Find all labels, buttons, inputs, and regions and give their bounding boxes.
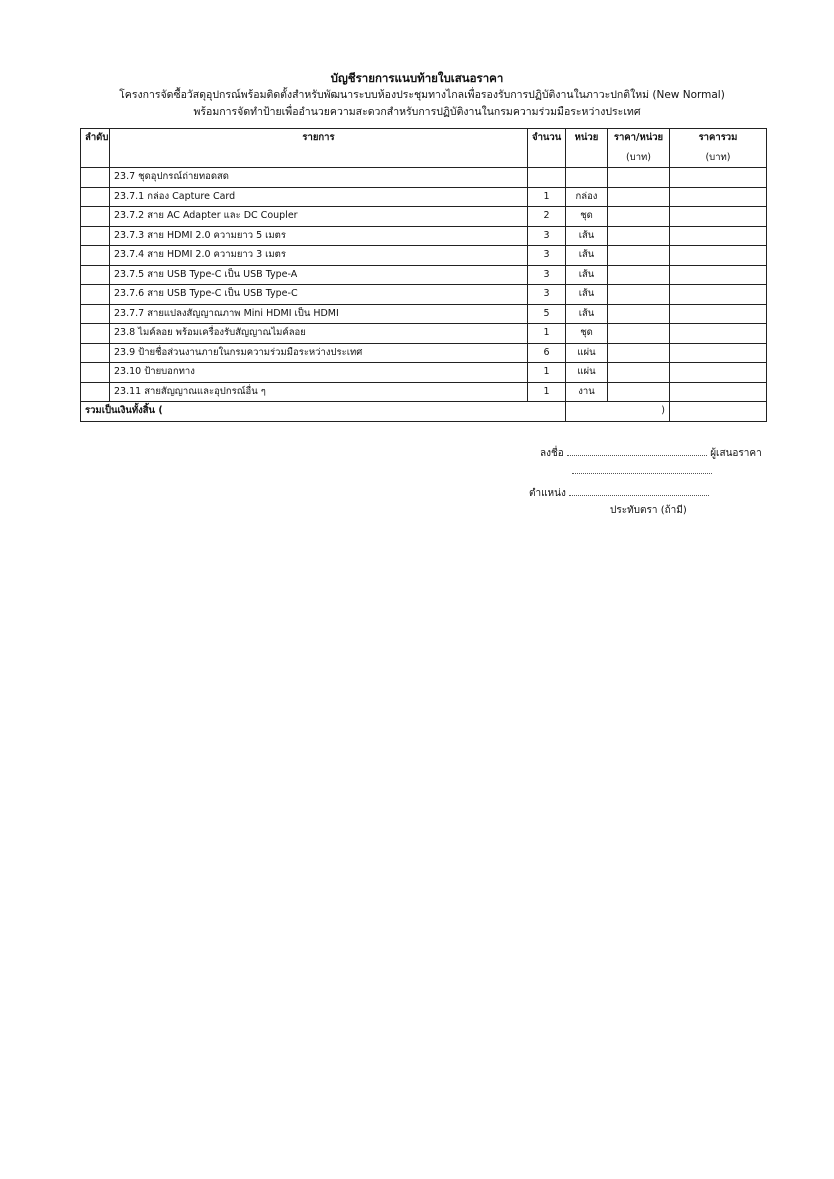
row-qty: 3 bbox=[528, 265, 566, 285]
row-unit-price bbox=[608, 246, 670, 266]
row-total bbox=[670, 226, 767, 246]
row-unit-price bbox=[608, 207, 670, 227]
unit-price-label: ราคา/หน่วย bbox=[613, 132, 664, 143]
table-row bbox=[81, 382, 767, 402]
grand-total-label: รวมเป็นเงินทั้งสิ้น ( bbox=[81, 402, 566, 422]
total-currency: (บาท) bbox=[705, 152, 731, 163]
grand-total-close: ) bbox=[566, 402, 670, 422]
table-row bbox=[81, 285, 767, 305]
row-item: 23.7.4 สาย HDMI 2.0 ความยาว 3 เมตร bbox=[110, 246, 528, 266]
table-row bbox=[81, 207, 767, 227]
row-unit-price bbox=[608, 382, 670, 402]
printed-name-line bbox=[572, 463, 712, 477]
row-unit: เส้น bbox=[566, 285, 608, 305]
row-qty: 1 bbox=[528, 324, 566, 344]
row-unit: ชุด bbox=[566, 207, 608, 227]
row-unit: เส้น bbox=[566, 304, 608, 324]
table-row bbox=[81, 324, 767, 344]
row-qty bbox=[528, 168, 566, 188]
row-unit: เส้น bbox=[566, 226, 608, 246]
table-row bbox=[81, 343, 767, 363]
row-total bbox=[670, 324, 767, 344]
row-item: 23.7.2 สาย AC Adapter และ DC Coupler bbox=[110, 207, 528, 227]
total-row bbox=[81, 402, 767, 422]
row-unit-price bbox=[608, 187, 670, 207]
row-unit: กล่อง bbox=[566, 187, 608, 207]
table-row bbox=[81, 246, 767, 266]
position-label: ตำแหน่ง bbox=[529, 488, 566, 499]
row-no bbox=[81, 246, 110, 266]
row-unit-price bbox=[608, 265, 670, 285]
table-row bbox=[81, 168, 767, 188]
row-item: 23.7 ชุดอุปกรณ์ถ่ายทอดสด bbox=[110, 168, 528, 188]
row-unit: แผ่น bbox=[566, 343, 608, 363]
row-no bbox=[81, 187, 110, 207]
row-qty: 2 bbox=[528, 207, 566, 227]
row-unit: ชุด bbox=[566, 324, 608, 344]
table-row bbox=[81, 363, 767, 383]
table-header-row bbox=[81, 129, 767, 168]
row-item: 23.8 ไมค์ลอย พร้อมเครื่องรับสัญญาณไมค์ลอย bbox=[110, 324, 528, 344]
row-total bbox=[670, 382, 767, 402]
row-unit-price bbox=[608, 363, 670, 383]
col-header-no: ลำดับ bbox=[81, 129, 110, 168]
col-header-total bbox=[670, 129, 767, 168]
row-item: 23.7.6 สาย USB Type-C เป็น USB Type-C bbox=[110, 285, 528, 305]
row-total bbox=[670, 285, 767, 305]
row-qty: 3 bbox=[528, 285, 566, 305]
row-total bbox=[670, 304, 767, 324]
position-line bbox=[529, 485, 709, 501]
project-subtitle: พร้อมการจัดทำป้ายเพื่ออำนวยความสะดวกสำหรับการปฏิบัติงานในกรมความร่วมมือระหว่างประเทศ bbox=[193, 106, 641, 118]
row-item: 23.9 ป้ายชื่อส่วนงานภายในกรมความร่วมมือระหว่างประเทศ bbox=[110, 343, 528, 363]
grand-total-value[interactable] bbox=[670, 402, 767, 422]
row-item: 23.7.3 สาย HDMI 2.0 ความยาว 5 เมตร bbox=[110, 226, 528, 246]
sign-label: ลงชื่อ bbox=[540, 448, 564, 459]
stamp-note: ประทับตรา (ถ้ามี) bbox=[610, 505, 687, 516]
signature-line bbox=[540, 445, 762, 461]
row-no bbox=[81, 343, 110, 363]
table-row bbox=[81, 226, 767, 246]
row-no bbox=[81, 168, 110, 188]
row-unit-price bbox=[608, 343, 670, 363]
col-header-unit-price bbox=[608, 129, 670, 168]
row-qty: 3 bbox=[528, 226, 566, 246]
position-field[interactable] bbox=[569, 485, 709, 496]
row-no bbox=[81, 207, 110, 227]
row-no bbox=[81, 324, 110, 344]
document-title: บัญชีรายการแนบท้ายใบเสนอราคา bbox=[330, 71, 504, 85]
row-no bbox=[81, 363, 110, 383]
row-no bbox=[81, 304, 110, 324]
signature-field[interactable] bbox=[567, 445, 707, 456]
row-item: 23.11 สายสัญญาณและอุปกรณ์อื่น ๆ bbox=[110, 382, 528, 402]
row-unit bbox=[566, 168, 608, 188]
row-item: 23.7.7 สายแปลงสัญญาณภาพ Mini HDMI เป็น HDMI bbox=[110, 304, 528, 324]
row-total bbox=[670, 246, 767, 266]
table-row bbox=[81, 187, 767, 207]
table-row bbox=[81, 265, 767, 285]
total-label: ราคารวม bbox=[698, 132, 738, 143]
col-header-item: รายการ bbox=[110, 129, 528, 168]
row-no bbox=[81, 226, 110, 246]
row-total bbox=[670, 168, 767, 188]
row-unit: แผ่น bbox=[566, 363, 608, 383]
project-title: โครงการจัดซื้อวัสดุอุปกรณ์พร้อมติดตั้งสำหรับพัฒนาระบบห้องประชุมทางไกลเพื่อรองรับการปฏิบัติงานในภาวะปกติใหม่ (New Normal) bbox=[119, 89, 725, 101]
row-item: 23.10 ป้ายบอกทาง bbox=[110, 363, 528, 383]
row-no bbox=[81, 265, 110, 285]
row-item: 23.7.5 สาย USB Type-C เป็น USB Type-A bbox=[110, 265, 528, 285]
row-total bbox=[670, 187, 767, 207]
row-qty: 1 bbox=[528, 187, 566, 207]
row-unit-price bbox=[608, 168, 670, 188]
row-unit-price bbox=[608, 226, 670, 246]
row-unit: เส้น bbox=[566, 265, 608, 285]
document-header bbox=[0, 70, 834, 121]
row-no bbox=[81, 285, 110, 305]
row-unit: งาน bbox=[566, 382, 608, 402]
row-qty: 3 bbox=[528, 246, 566, 266]
row-total bbox=[670, 265, 767, 285]
row-unit-price bbox=[608, 304, 670, 324]
col-header-qty: จำนวน bbox=[528, 129, 566, 168]
row-qty: 1 bbox=[528, 382, 566, 402]
row-total bbox=[670, 343, 767, 363]
items-table bbox=[80, 128, 767, 422]
signer-role: ผู้เสนอราคา bbox=[710, 448, 762, 459]
unit-price-currency: (บาท) bbox=[625, 152, 652, 163]
row-qty: 5 bbox=[528, 304, 566, 324]
row-unit-price bbox=[608, 324, 670, 344]
table-row bbox=[81, 304, 767, 324]
row-no bbox=[81, 382, 110, 402]
row-total bbox=[670, 363, 767, 383]
row-total bbox=[670, 207, 767, 227]
row-unit: เส้น bbox=[566, 246, 608, 266]
row-qty: 1 bbox=[528, 363, 566, 383]
row-item: 23.7.1 กล่อง Capture Card bbox=[110, 187, 528, 207]
col-header-unit: หน่วย bbox=[566, 129, 608, 168]
row-qty: 6 bbox=[528, 343, 566, 363]
row-unit-price bbox=[608, 285, 670, 305]
printed-name-field[interactable] bbox=[572, 463, 712, 474]
